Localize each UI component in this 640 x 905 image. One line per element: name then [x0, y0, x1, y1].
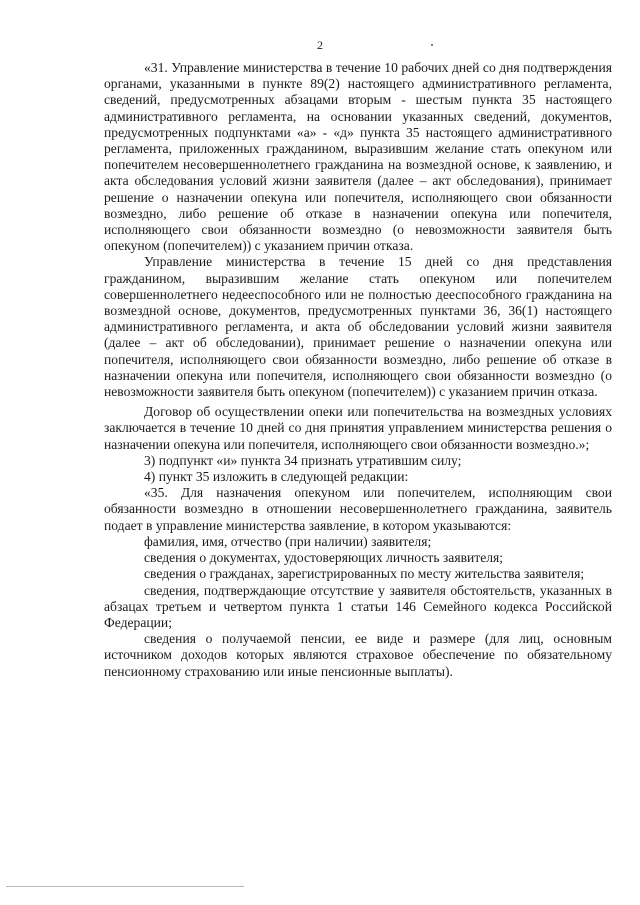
- paragraph-contract: Договор об осуществлении опеки или попечительства на возмездных условиях заключается в течение 10 дней со дня принятия управлением министерства решения о назначении опекуна или попечителя, исполняющего свои обязанности возмездно.»;: [104, 404, 612, 452]
- paragraph-adult-guardian: Управление министерства в течение 15 дней со дня представления гражданином, выразившим желание стать опекуном или попечителем совершеннолетнего недееспособного или не полностью дееспособного гражданина на возмездной основе, документов, предусмотренных пунктами 36, 36(1) настоящего административного регламента, и акта об обследовании условий жизни заявителя (далее – акт об обследовании), принимает решение о назначении опекуна или попечителя, исполняющего свои обязанности возмездно, либо решение об отказе в назначении опекуна или попечителя, исполняющего свои обязанности возмездно (о невозможности заявителя быть опекуном (попечителем)) с указанием причин отказа.: [104, 254, 612, 400]
- list-item-registered-citizens: сведения о гражданах, зарегистрированных по месту жительства заявителя;: [144, 566, 585, 582]
- page-number: 2: [317, 38, 323, 52]
- paragraph-subpoint-4: 4) пункт 35 изложить в следующей редакции:: [144, 469, 409, 485]
- list-item-full-name: фамилия, имя, отчество (при наличии) заявителя;: [144, 533, 432, 549]
- document-body: [104, 60, 612, 680]
- bottom-scan-line: [6, 886, 244, 887]
- list-item-identity-documents: сведения о документах, удостоверяющих личность заявителя;: [144, 550, 504, 566]
- paragraph-point-31: «31. Управление министерства в течение 10 рабочих дней со дня подтверждения органами, указанными в пункте 89(2) настоящего административного регламента, сведений, предусмотренных абзацами вторым - шестым пункта 35 настоящего административного регламента, на основании указанных сведений, документов, предусмотренных подпунктами «а» - «д» пункта 35 настоящего административного регламента, приложенных гражданином, выразившим желание стать опекуном или попечителем несовершеннолетнего гражданина на возмездной основе, к заявлению, и акта обследования условий жизни заявителя (далее – акт обследования), принимает решение о назначении опекуна или попечителя, исполняющего свои обязанности возмездно, либо решение об отказе в назначении опекуна или попечителя, исполняющего свои обязанности возмездно (о невозможности заявителя быть опекуном (попечителем)) с указанием причин отказа.: [104, 60, 612, 254]
- paragraph-subpoint-3: 3) подпункт «и» пункта 34 признать утратившим силу;: [144, 452, 462, 468]
- list-item-pension-info: сведения о получаемой пенсии, ее виде и размере (для лиц, основным источником доходов которых являются страховое обеспечение по обязательному пенсионному страхованию или иные пенсионные выплаты).: [104, 631, 612, 679]
- list-item-absence-circumstances: сведения, подтверждающие отсутствие у заявителя обстоятельств, указанных в абзацах третьем и четвертом пункта 1 статьи 146 Семейного кодекса Российской Федерации;: [104, 582, 612, 630]
- paragraph-point-35: «35. Для назначения опекуном или попечителем, исполняющим свои обязанности возмездно в отношении несовершеннолетнего гражданина, заявитель подает в управление министерства заявление, в котором указываются:: [104, 485, 612, 533]
- scan-dot: [431, 44, 433, 46]
